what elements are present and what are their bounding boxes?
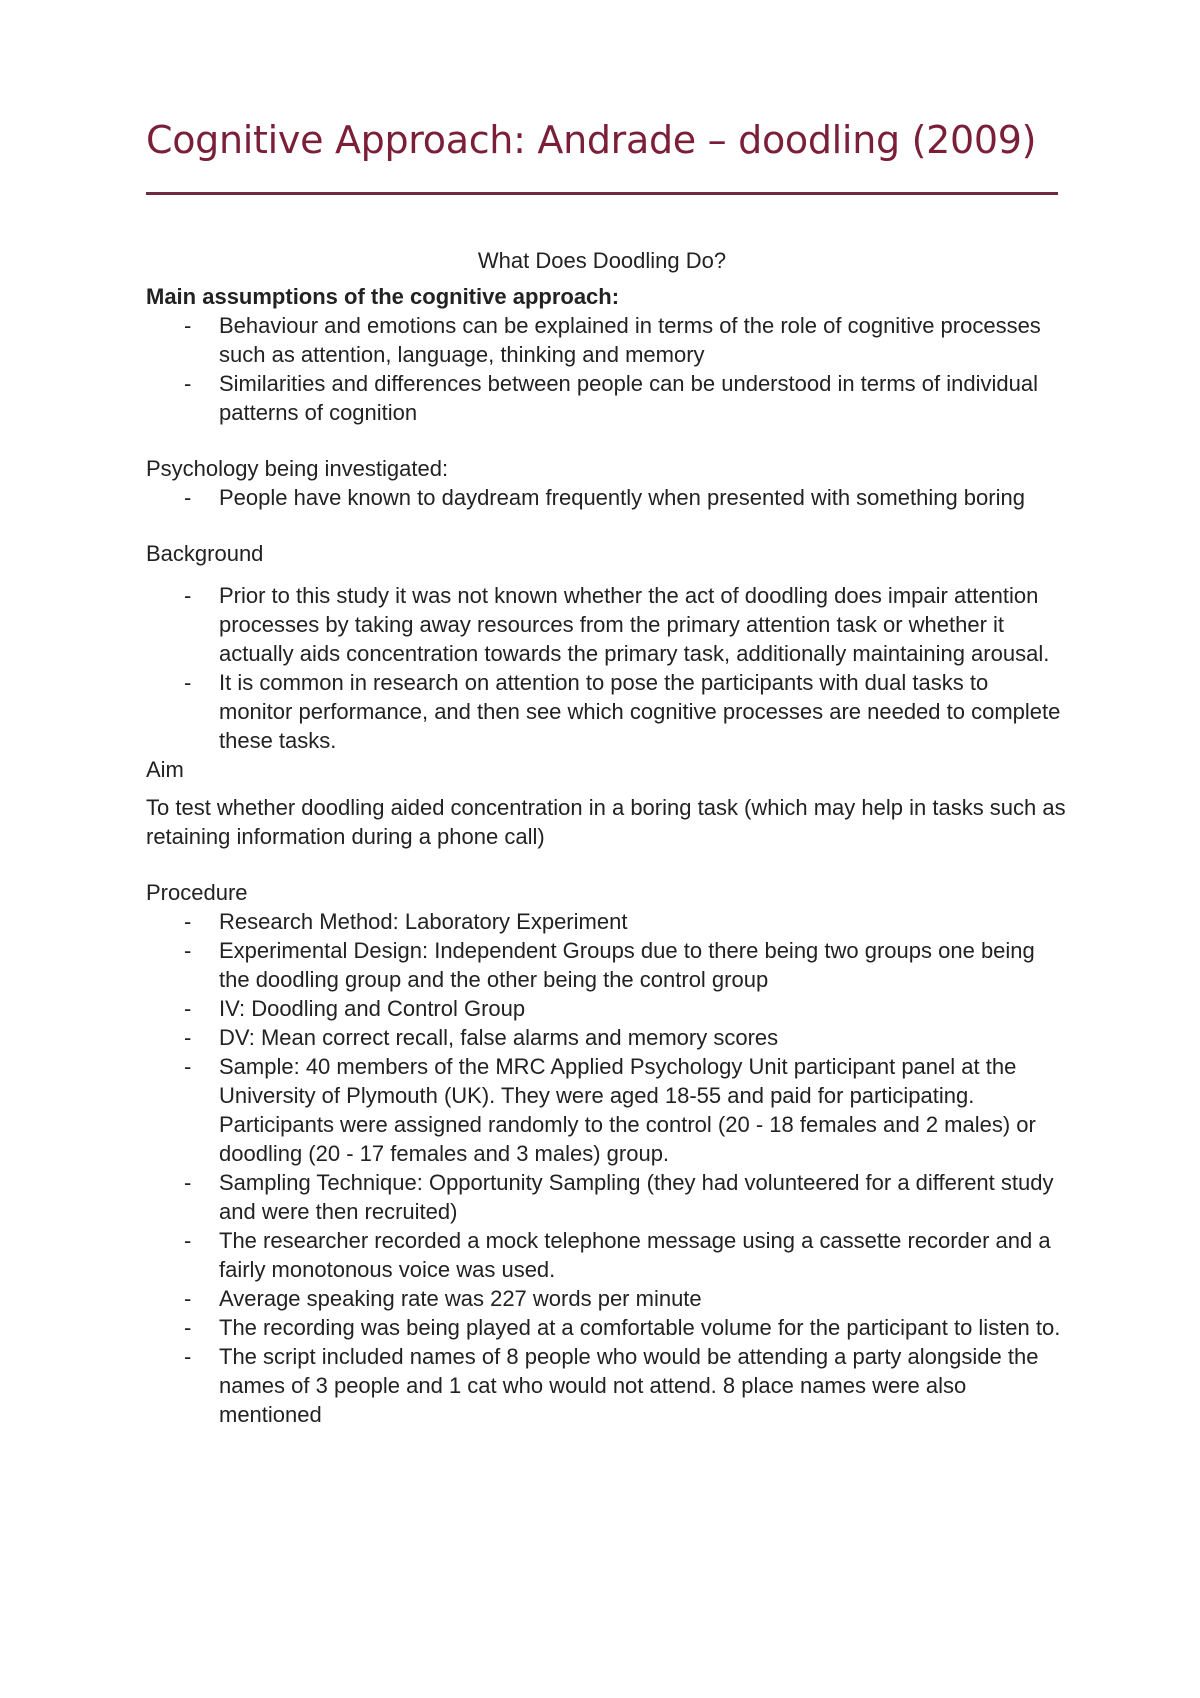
list-item-text: Research Method: Laboratory Experiment bbox=[219, 909, 628, 934]
list-item-text: Similarities and differences between people can be understood in terms of individual patterns of cognition bbox=[219, 371, 1038, 425]
aim-heading: Aim bbox=[146, 757, 184, 782]
procedure-heading: Procedure bbox=[146, 880, 248, 905]
list-item-text: Sample: 40 members of the MRC Applied Psychology Unit participant panel at the University of Plymouth (UK). They were aged 18-55 and paid for participating. Participants were assigned randomly to the control (20 - 18 females and 2 males) or doodling (20 - 17 females and 3 males) group. bbox=[219, 1054, 1036, 1166]
list-item bbox=[146, 483, 1066, 512]
bullet-dash: - bbox=[184, 1025, 192, 1050]
bullet-dash: - bbox=[184, 1286, 192, 1311]
bullet-dash: - bbox=[184, 1054, 192, 1079]
list-item-text: It is common in research on attention to pose the participants with dual tasks to monitor performance, and then see which cognitive processes are needed to complete these tasks. bbox=[219, 670, 1061, 753]
list-item bbox=[146, 936, 1066, 994]
bullet-dash: - bbox=[184, 670, 192, 695]
document-title: Cognitive Approach: Andrade – doodling (2009) bbox=[146, 118, 1037, 162]
list-item-text: The researcher recorded a mock telephone message using a cassette recorder and a fairly monotonous voice was used. bbox=[219, 1228, 1051, 1282]
list-item-text: The recording was being played at a comfortable volume for the participant to listen to. bbox=[219, 1315, 1061, 1340]
list-item-text: Sampling Technique: Opportunity Sampling (they had volunteered for a different study and were then recruited) bbox=[219, 1170, 1054, 1224]
psychology-list bbox=[146, 483, 1066, 512]
aim-text: To test whether doodling aided concentration in a boring task (which may help in tasks such as retaining information during a phone call) bbox=[146, 795, 1066, 849]
list-item-text: Experimental Design: Independent Groups due to there being two groups one being the doodling group and the other being the control group bbox=[219, 938, 1035, 992]
procedure-list bbox=[146, 907, 1066, 1429]
title-divider bbox=[146, 192, 1058, 195]
list-item bbox=[146, 1226, 1066, 1284]
list-item bbox=[146, 994, 1066, 1023]
bullet-dash: - bbox=[184, 996, 192, 1021]
assumptions-list bbox=[146, 311, 1066, 427]
list-item bbox=[146, 668, 1066, 755]
list-item-text: Average speaking rate was 227 words per minute bbox=[219, 1286, 702, 1311]
bullet-dash: - bbox=[184, 938, 192, 963]
bullet-dash: - bbox=[184, 313, 192, 338]
bullet-dash: - bbox=[184, 485, 192, 510]
list-item bbox=[146, 1342, 1066, 1429]
bullet-dash: - bbox=[184, 909, 192, 934]
list-item bbox=[146, 369, 1066, 427]
list-item-text: DV: Mean correct recall, false alarms and memory scores bbox=[219, 1025, 779, 1050]
list-item-text: People have known to daydream frequently when presented with something boring bbox=[219, 485, 1025, 510]
list-item bbox=[146, 1052, 1066, 1168]
list-item-text: Behaviour and emotions can be explained in terms of the role of cognitive processes such as attention, language, thinking and memory bbox=[219, 313, 1041, 367]
list-item bbox=[146, 907, 1066, 936]
list-item bbox=[146, 1313, 1066, 1342]
bullet-dash: - bbox=[184, 1228, 192, 1253]
bullet-dash: - bbox=[184, 583, 192, 608]
background-heading: Background bbox=[146, 541, 264, 566]
bullet-dash: - bbox=[184, 1315, 192, 1340]
psychology-heading: Psychology being investigated: bbox=[146, 456, 449, 481]
list-item-text: The script included names of 8 people who would be attending a party alongside the names of 3 people and 1 cat who would not attend. 8 place names were also mentioned bbox=[219, 1344, 1039, 1427]
list-item-text: Prior to this study it was not known whether the act of doodling does impair attention processes by taking away resources from the primary attention task or whether it actually aids concentration towards the primary task, additionally maintaining arousal. bbox=[219, 583, 1050, 666]
list-item bbox=[146, 1284, 1066, 1313]
list-item bbox=[146, 311, 1066, 369]
list-item bbox=[146, 1023, 1066, 1052]
bullet-dash: - bbox=[184, 371, 192, 396]
background-list bbox=[146, 581, 1066, 755]
list-item bbox=[146, 581, 1066, 668]
list-item-text: IV: Doodling and Control Group bbox=[219, 996, 526, 1021]
bullet-dash: - bbox=[184, 1170, 192, 1195]
bullet-dash: - bbox=[184, 1344, 192, 1369]
document-body bbox=[146, 246, 1066, 1429]
list-item bbox=[146, 1168, 1066, 1226]
document-subtitle: What Does Doodling Do? bbox=[477, 248, 727, 273]
assumptions-heading: Main assumptions of the cognitive approach: bbox=[146, 284, 620, 309]
